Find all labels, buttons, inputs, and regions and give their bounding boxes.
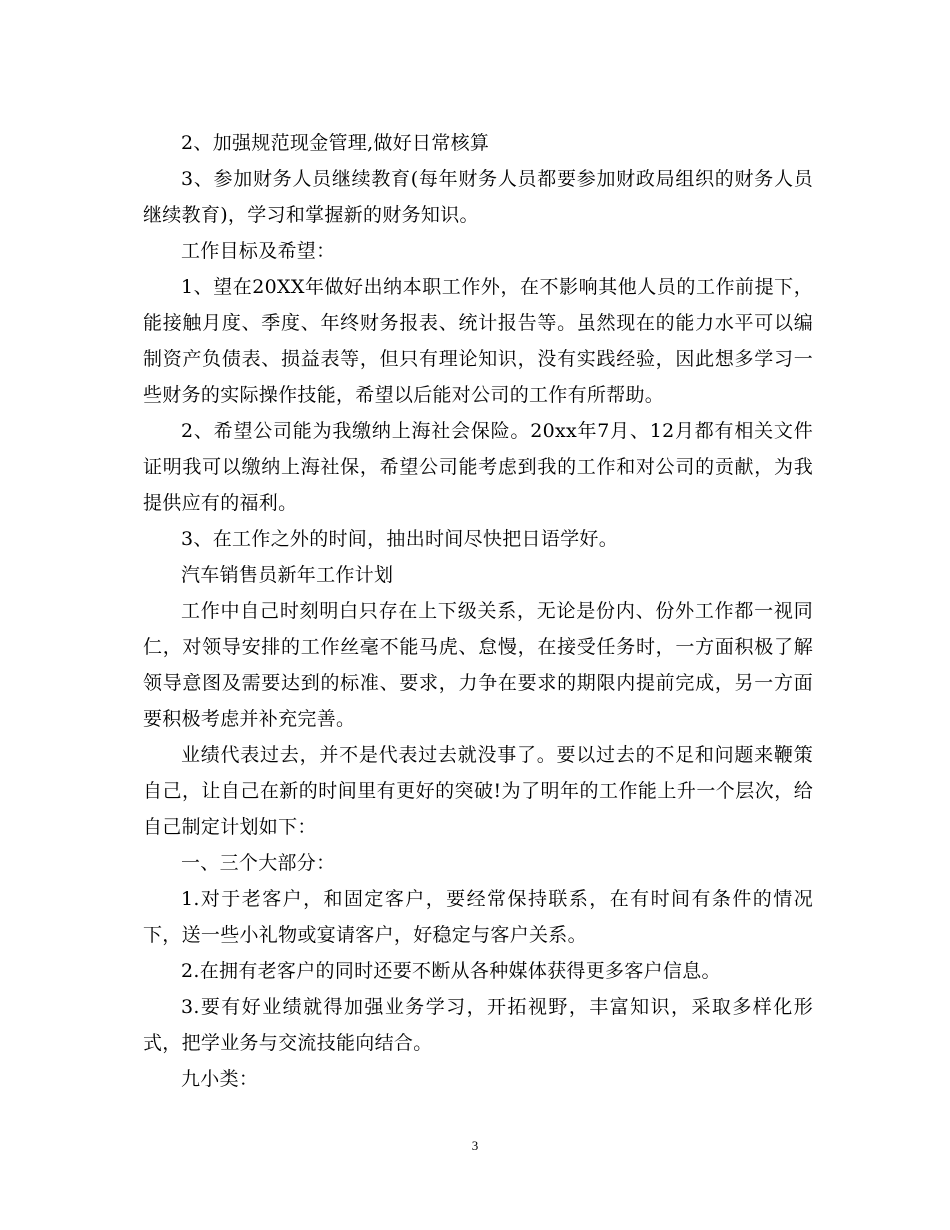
page-number: 3 — [471, 1138, 479, 1153]
paragraph: 3、参加财务人员继续教育(每年财务人员都要参加财政局组织的财务人员继续教育)，学习和掌握新的财务知识。 — [143, 168, 813, 226]
paragraph: 3、在工作之外的时间，抽出时间尽快把日语学好。 — [181, 528, 618, 550]
section-heading: 工作目标及希望： — [181, 240, 336, 262]
paragraph: 工作中自己时刻明白只存在上下级关系，无论是份内、份外工作都一视同仁，对领导安排的工作丝毫不能马虎、怠慢，在接受任务时，一方面积极了解领导意图及需要达到的标准、要求，力争在要求的期限内提前完成，另一方面要积极考虑并补充完善。 — [143, 600, 813, 730]
paragraph: 2.在拥有老客户的同时还要不断从各种媒体获得更多客户信息。 — [181, 960, 721, 982]
paragraph: 1.对于老客户，和固定客户，要经常保持联系，在有时间有条件的情况下，送一些小礼物或宴请客户，好稳定与客户关系。 — [143, 888, 813, 946]
paragraph: 1、望在20XX年做好出纳本职工作外，在不影响其他人员的工作前提下，能接触月度、季度、年终财务报表、统计报告等。虽然现在的能力水平可以编制资产负债表、损益表等，但只有理论知识，没有实践经验，因此想多学习一些财务的实际操作技能，希望以后能对公司的工作有所帮助。 — [143, 276, 813, 406]
paragraph: 2、加强规范现金管理,做好日常核算 — [181, 132, 490, 154]
paragraph: 2、希望公司能为我缴纳上海社会保险。20xx年7月、12月都有相关文件证明我可以缴纳上海社保，希望公司能考虑到我的工作和对公司的贡献，为我提供应有的福利。 — [143, 420, 813, 514]
paragraph: 业绩代表过去，并不是代表过去就没事了。要以过去的不足和问题来鞭策自己，让自己在新的时间里有更好的突破!为了明年的工作能上升一个层次，给自己制定计划如下： — [143, 744, 813, 838]
paragraph: 3.要有好业绩就得加强业务学习，开拓视野，丰富知识，采取多样化形式，把学业务与交流技能向结合。 — [143, 996, 813, 1054]
section-heading: 一、三个大部分： — [181, 852, 336, 874]
document-body — [143, 125, 813, 1097]
section-heading: 九小类： — [181, 1068, 259, 1090]
section-heading: 汽车销售员新年工作计划 — [181, 564, 394, 586]
